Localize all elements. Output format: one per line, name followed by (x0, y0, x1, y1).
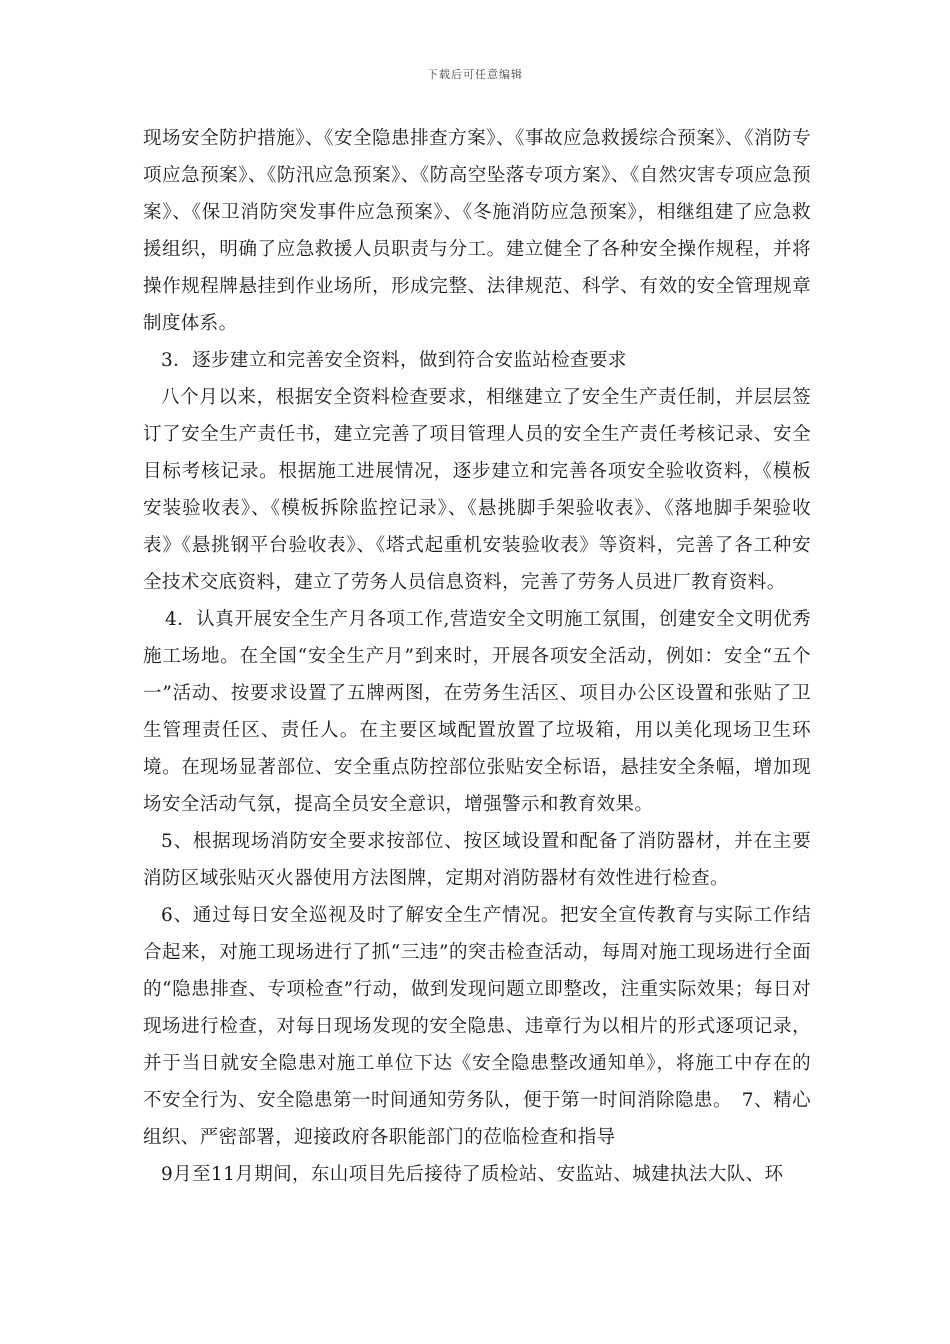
paragraph-emergency-plans: 现场安全防护措施》、《安全隐患排查方案》、《事故应急救援综合预案》、《消防专项应急预案》、《防汛应急预案》、《防高空坠落专项方案》、《自然灾害专项应急预案》、《保卫消防突发事件应急预案》、《冬施消防应急预案》，相继组建了应急救援组织，明确了应急救援人员职责与分工。建立健全了各种安全操作规程，并将操作规程牌悬挂到作业场所，形成完整、法律规范、科学、有效的安全管理规章制度体系。 (143, 128, 811, 334)
heading-safety-records: 3．逐步建立和完善安全资料，做到符合安监站检查要求 (161, 350, 627, 371)
paragraph-safety-records: 八个月以来，根据安全资料检查要求，相继建立了安全生产责任制，并层层签订了安全生产责任书，建立完善了项目管理人员的安全生产责任考核记录、安全目标考核记录。根据施工进展情况，逐步建立和完善各项安全验收资料，《模板安装验收表》、《模板拆除监控记录》、《悬挑脚手架验收表》、《落地脚手架验收表》《悬挑钢平台验收表》、《塔式起重机安装验收表》等资料，完善了各工种安全技术交底资料，建立了劳务人员信息资料，完善了劳务人员进厂教育资料。 (143, 387, 811, 593)
paragraph-safety-month: 4．认真开展安全生产月各项工作,营造安全文明施工氛围，创建安全文明优秀施工场地。在全国“安全生产月”到来时，开展各项安全活动，例如：安全“五个一”活动、按要求设置了五牌两图，在劳务生活区、项目办公区设置和张贴了卫生管理责任区、责任人。在主要区域配置放置了垃圾箱，用以美化现场卫生环境。在现场显著部位、安全重点防控部位张贴安全标语，悬挂安全条幅，增加现场安全活动气氛，提高全员安全意识，增强警示和教育效果。 (143, 609, 811, 815)
paragraph-daily-inspection: 6、通过每日安全巡视及时了解安全生产情况。把安全宣传教育与实际工作结合起来，对施工现场进行了抓“三违”的突击检查活动，每周对施工现场进行全面的“隐患排查、专项检查”行动，做到发现问题立即整改，注重实际效果；每日对现场进行检查，对每日现场发现的安全隐患、违章行为以相片的形式逐项记录，并于当日就安全隐患对施工单位下达《安全隐患整改通知单》，将施工中存在的不安全行为、安全隐患第一时间通知劳务队，便于第一时间消除隐患。 7、精心组织、严密部署，迎接政府各职能部门的莅临检查和指导 (143, 905, 811, 1148)
paragraph-government-inspection: 9月至11月期间，东山项目先后接待了质检站、安监站、城建执法大队、环 (161, 1164, 784, 1185)
page-header: 下载后可任意编辑 (427, 68, 523, 81)
paragraph-fire-equipment: 5、根据现场消防安全要求按部位、按区域设置和配备了消防器材，并在主要消防区域张贴灭火器使用方法图牌，定期对消防器材有效性进行检查。 (143, 831, 811, 889)
document-body (143, 120, 811, 1193)
